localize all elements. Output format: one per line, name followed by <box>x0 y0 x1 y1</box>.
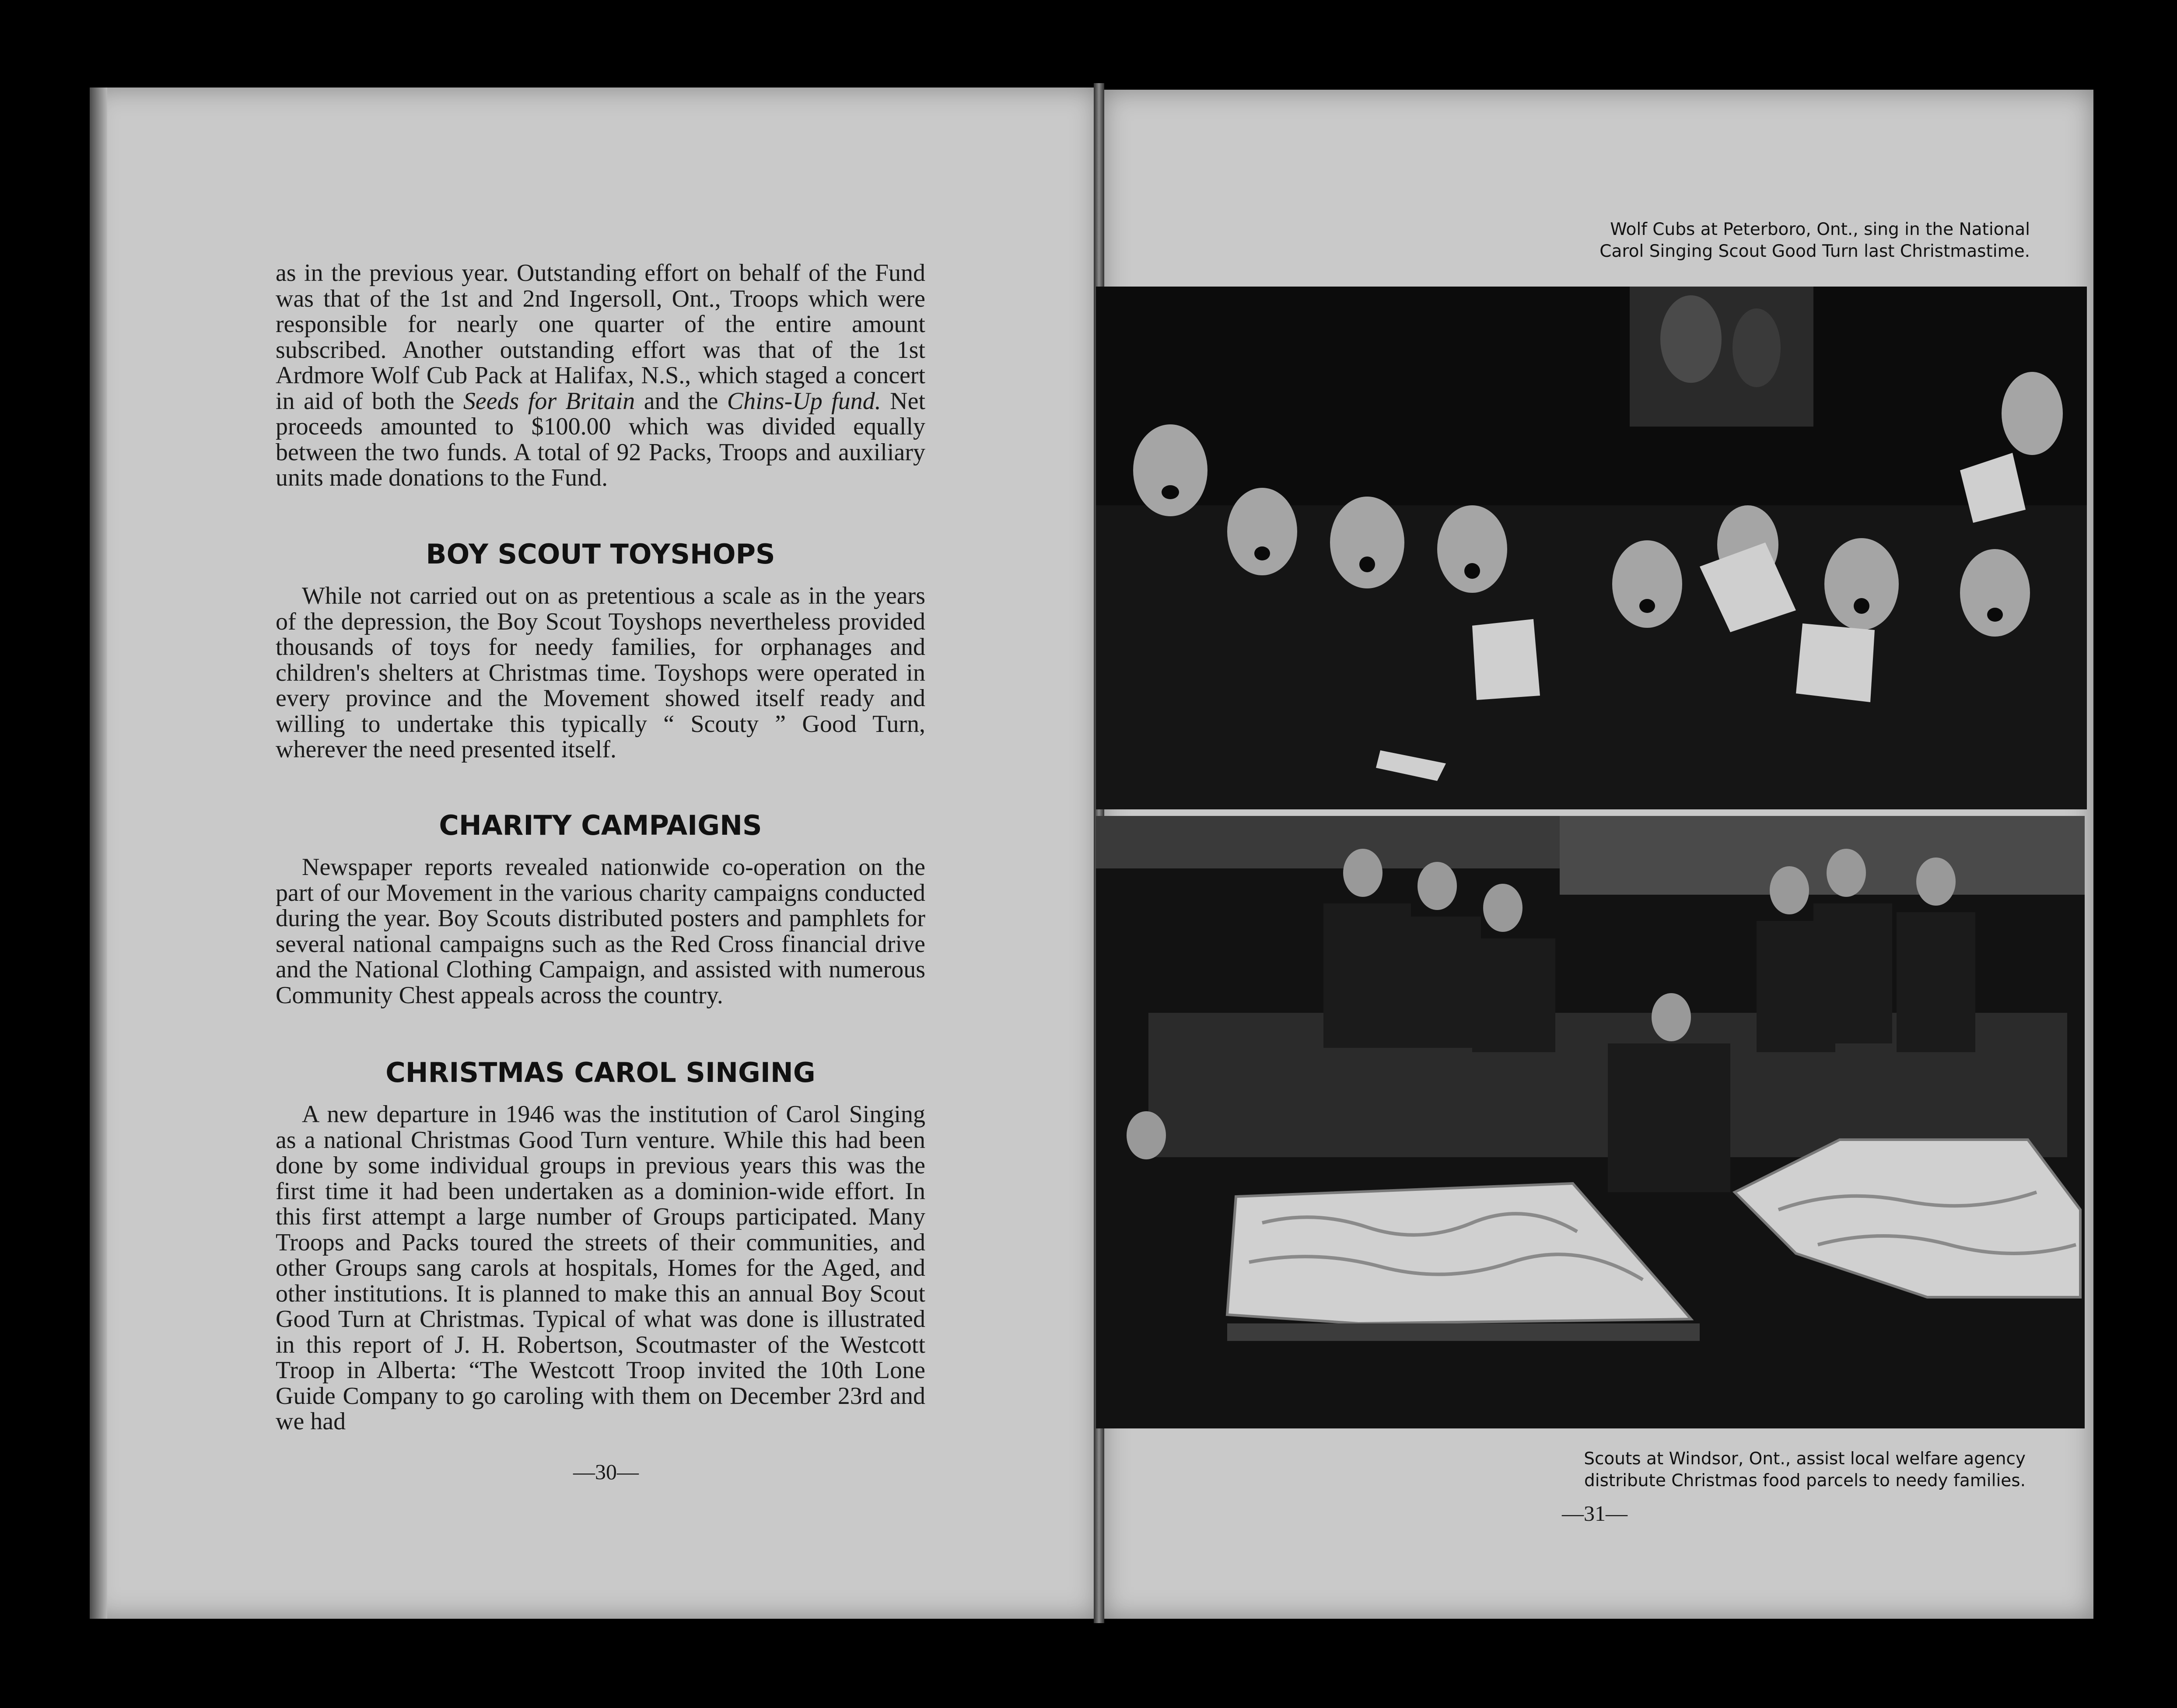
intro-mid: and the <box>644 387 718 415</box>
section-charity <box>276 809 925 1008</box>
caption-bottom-line-2: distribute Christmas food parcels to needy families. <box>1584 1471 2026 1491</box>
left-binding-edge <box>90 88 107 1619</box>
intro-paragraph <box>276 260 925 491</box>
chins-up-fund-italic: Chins-Up fund. <box>727 387 881 415</box>
caption-top <box>1422 219 2030 262</box>
intro-end: Net proceeds amounted to $100.00 which was divided equally between the two funds. A total of 92 Packs, Troops and auxiliary units made donations to the Fund. <box>276 387 926 491</box>
page-number-right: —31— <box>1562 1501 1628 1526</box>
seeds-for-britain-italic: Seeds for Britain <box>463 387 635 415</box>
section-carols <box>276 1057 925 1435</box>
intro-paragraph-block <box>276 260 925 491</box>
photo-food-parcels-graphic <box>1096 816 2085 1428</box>
section-body-carols: A new departure in 1946 was the institution of Carol Singing as a national Christmas Good Turn venture. While this had been done by some individual groups in previous years this was the first time it had been undertaken as a dominion-wide effort. In this first attempt a large number of Groups participated. Many Troops and Packs toured the streets of their communities, and other Groups sang carols at hospitals, Homes for the Aged, and other institutions. It is planned to make this an annual Boy Scout Good Turn at Christmas. Typical of what was done is illustrated in this report of J. H. Robertson, Scoutmaster of the Westcott Troop in Alberta: “The Westcott Troop invited the 10th Lone Guide Company to go caroling with them on December 23rd and we had <box>276 1101 925 1435</box>
intro-text: as in the previous year. Outstanding effort on behalf of the Fund was that of the 1st and 2nd Ingersoll, Ont., Troops which were responsible for nearly one quarter of the entire amount subscribed. Another outstanding effort was that of the 1st Ardmore Wolf Cub Pack at Halifax, N.S., which staged a concert in aid of both the <box>276 259 925 415</box>
section-body-toyshops: While not carried out on as pretentious a scale as in the years of the depression, the Boy Scout Toyshops nevertheless provided thousands of toys for needy families, for orphanages and children's shelters at Christmas time. Toyshops were operated in every province and the Movement showed itself ready and willing to undertake this typically “ Scouty ” Good Turn, wherever the need presented itself. <box>276 582 925 763</box>
caption-top-line-1: Wolf Cubs at Peterboro, Ont., sing in the National <box>1610 220 2030 239</box>
section-heading-carols: CHRISTMAS CAROL SINGING <box>385 1057 816 1088</box>
page-number-left: —30— <box>573 1460 639 1484</box>
caption-bottom-line-1: Scouts at Windsor, Ont., assist local welfare agency <box>1584 1449 2026 1469</box>
section-toyshops <box>276 538 925 763</box>
photo-food-parcels <box>1096 816 2085 1428</box>
section-heading-charity: CHARITY CAMPAIGNS <box>439 809 762 841</box>
photo-carol-singers-graphic <box>1096 287 2087 809</box>
caption-bottom <box>1378 1448 2026 1492</box>
section-heading-toyshops: BOY SCOUT TOYSHOPS <box>426 538 775 570</box>
section-body-charity: Newspaper reports revealed nationwide co-operation on the part of our Movement in the various charity campaigns conducted during the year. Boy Scouts distributed posters and pamphlets for several national campaigns such as the Red Cross financial drive and the National Clothing Campaign, and assisted with numerous Community Chest appeals across the country. <box>276 854 925 1009</box>
photo-carol-singers <box>1096 287 2087 809</box>
caption-top-line-2: Carol Singing Scout Good Turn last Christmastime. <box>1600 242 2030 261</box>
